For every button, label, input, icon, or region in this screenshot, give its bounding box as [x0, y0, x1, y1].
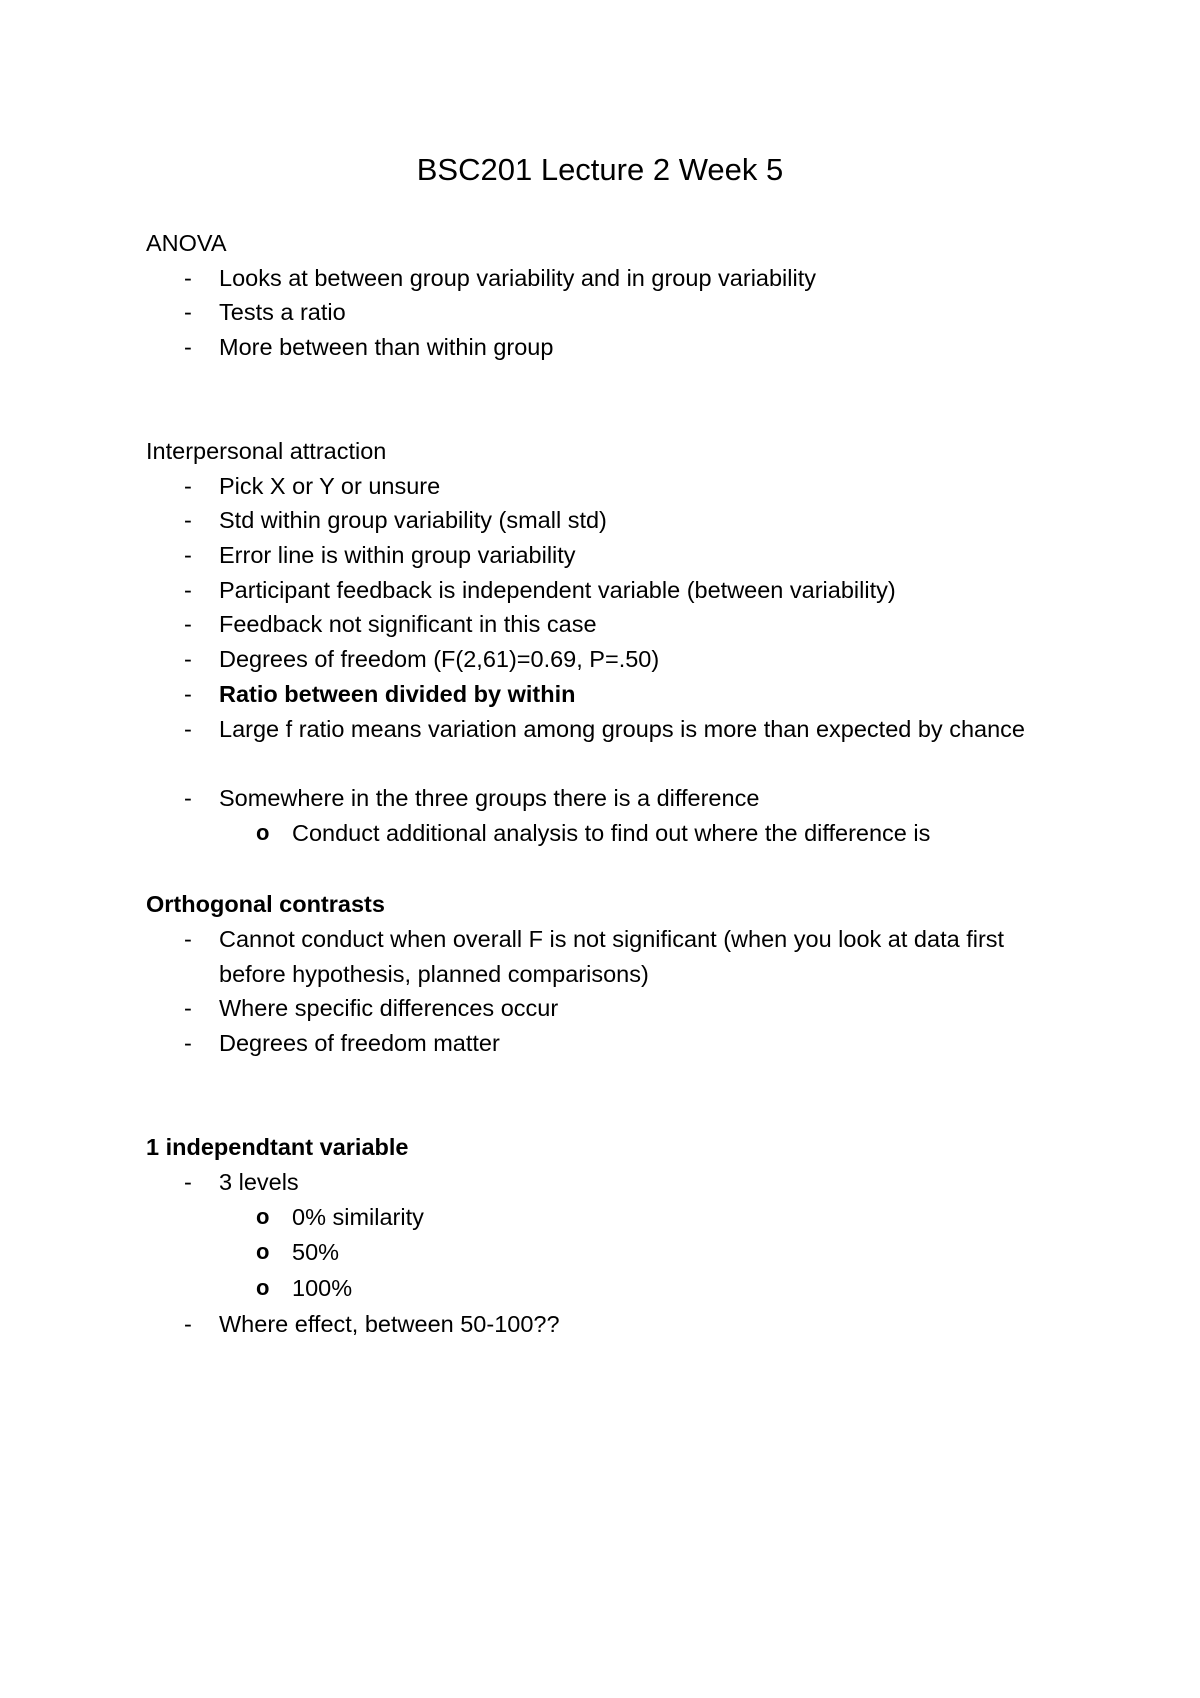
list-item — [146, 677, 1066, 712]
sub-list-item-text: 50% — [292, 1239, 340, 1265]
list-item-text: Error line is within group variability — [219, 542, 576, 568]
dash-bullet: - — [184, 611, 192, 637]
circle-bullet: o — [256, 1204, 270, 1229]
dash-bullet: - — [184, 646, 192, 672]
section-heading-anova: ANOVA — [146, 230, 227, 256]
list-item — [146, 295, 1066, 330]
list-item-text: Participant feedback is independent variable (between variability) — [219, 577, 896, 603]
list-item — [146, 1165, 1066, 1200]
dash-bullet: - — [184, 542, 192, 568]
page-title: BSC201 Lecture 2 Week 5 — [416, 152, 784, 187]
list-item — [146, 261, 1066, 296]
sub-list-item — [146, 1200, 1066, 1235]
list-item-text: Looks at between group variability and in group variability — [219, 265, 816, 291]
list-item-text: Degrees of freedom (F(2,61)=0.69, P=.50) — [219, 646, 660, 672]
dash-bullet: - — [184, 577, 192, 603]
dash-bullet: - — [184, 1030, 192, 1056]
list-item — [146, 991, 1066, 1026]
section-heading-interpersonal: Interpersonal attraction — [146, 438, 387, 464]
list-item — [146, 1026, 1066, 1061]
list-item-text: Cannot conduct when overall F is not significant (when you look at data first before hypothesis, planned comparisons) — [219, 926, 1005, 987]
list-item — [146, 573, 1066, 608]
dash-bullet: - — [184, 265, 192, 291]
dash-bullet: - — [184, 299, 192, 325]
dash-bullet: - — [184, 681, 192, 707]
dash-bullet: - — [184, 995, 192, 1021]
dash-bullet: - — [184, 473, 192, 499]
list-item-text: Feedback not significant in this case — [219, 611, 597, 637]
list-item — [146, 642, 1066, 677]
sub-list-item-text: Conduct additional analysis to find out where the difference is — [292, 820, 931, 846]
list-item-text: Pick X or Y or unsure — [219, 473, 441, 499]
list-item-text: Where specific differences occur — [219, 995, 559, 1021]
list-item-text: Degrees of freedom matter — [219, 1030, 500, 1056]
sub-list-item — [146, 1235, 1066, 1270]
sub-list-item — [146, 1271, 1066, 1306]
dash-bullet: - — [184, 926, 192, 952]
dash-bullet: - — [184, 507, 192, 533]
list-item-text: Large f ratio means variation among groups is more than expected by chance — [219, 716, 1025, 742]
sub-list-item — [146, 816, 1066, 851]
list-item — [146, 469, 1066, 504]
section-heading-independent: 1 independtant variable — [146, 1134, 409, 1160]
list-item-text: Std within group variability (small std) — [219, 507, 607, 533]
list-item — [146, 503, 1066, 538]
dash-bullet: - — [184, 716, 192, 742]
sub-list-item-text: 0% similarity — [292, 1204, 424, 1230]
circle-bullet: o — [256, 820, 270, 845]
circle-bullet: o — [256, 1239, 270, 1264]
list-item-text: Where effect, between 50-100?? — [219, 1311, 560, 1337]
dash-bullet: - — [184, 334, 192, 360]
section-heading-orthogonal: Orthogonal contrasts — [146, 891, 385, 917]
list-item-text: More between than within group — [219, 334, 554, 360]
list-item — [146, 712, 1066, 747]
list-item-text: 3 levels — [219, 1169, 299, 1195]
dash-bullet: - — [184, 785, 192, 811]
list-item — [146, 538, 1066, 573]
list-item — [146, 330, 1066, 365]
circle-bullet: o — [256, 1275, 270, 1300]
dash-bullet: - — [184, 1169, 192, 1195]
list-item — [146, 781, 1066, 816]
list-item — [146, 922, 1066, 991]
list-item-text: Somewhere in the three groups there is a difference — [219, 785, 760, 811]
list-item — [146, 607, 1066, 642]
dash-bullet: - — [184, 1311, 192, 1337]
list-item — [146, 1307, 1066, 1342]
list-item-text: Ratio between divided by within — [219, 681, 576, 707]
sub-list-item-text: 100% — [292, 1275, 353, 1301]
list-item-text: Tests a ratio — [219, 299, 346, 325]
